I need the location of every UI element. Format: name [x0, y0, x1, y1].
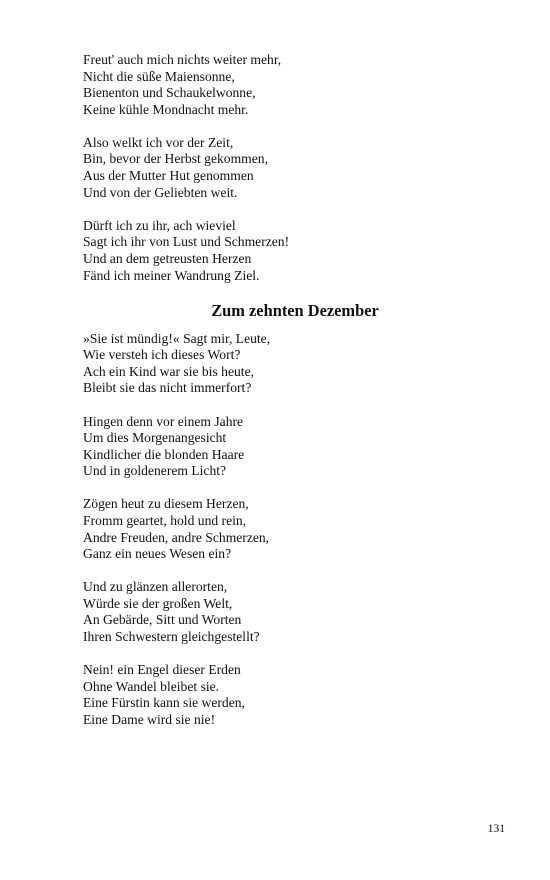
verse-line: Nicht die süße Maiensonne, — [83, 68, 235, 84]
poem-zum-zehnten-dezember — [83, 301, 503, 729]
verse-line: Dürft ich zu ihr, ach wieviel — [83, 217, 236, 233]
verse-line: Und in goldenerem Licht? — [83, 463, 227, 479]
page-content — [83, 52, 503, 745]
verse-line: Wie versteh ich dieses Wort? — [83, 347, 241, 363]
verse-line: Und zu glänzen allerorten, — [83, 579, 228, 595]
stanza — [83, 414, 503, 480]
verse-line: Nein! ein Engel dieser Erden — [83, 662, 241, 678]
stanza — [83, 662, 503, 728]
page-number: 131 — [487, 823, 505, 835]
stanza — [83, 135, 503, 201]
verse-line: Und von der Geliebten weit. — [83, 184, 238, 200]
verse-line: Fänd ich meiner Wandrung Ziel. — [83, 267, 260, 283]
verse-line: Ohne Wandel bleibet sie. — [83, 678, 220, 694]
verse-line: Würde sie der großen Welt, — [83, 595, 233, 611]
poem-title: Zum zehnten Dezember — [211, 300, 379, 320]
verse-line: Eine Dame wird sie nie! — [83, 711, 216, 727]
verse-line: Andre Freuden, andre Schmerzen, — [83, 529, 270, 545]
verse-line: Sagt ich ihr von Lust und Schmerzen! — [83, 234, 290, 250]
verse-line: Zögen heut zu diesem Herzen, — [83, 496, 249, 512]
verse-line: Freut' auch mich nichts weiter mehr, — [83, 52, 282, 67]
verse-line: Ach ein Kind war sie bis heute, — [83, 363, 255, 379]
verse-line: Um dies Morgenangesicht — [83, 430, 227, 446]
verse-line: Und an dem getreusten Herzen — [83, 250, 252, 266]
verse-line: Bin, bevor der Herbst gekommen, — [83, 151, 268, 167]
verse-line: Kindlicher die blonden Haare — [83, 446, 245, 462]
verse-line: Fromm geartet, hold und rein, — [83, 512, 247, 528]
verse-line: Hingen denn vor einem Jahre — [83, 413, 244, 429]
stanza — [83, 331, 503, 397]
verse-line: »Sie ist mündig!« Sagt mir, Leute, — [83, 330, 271, 346]
verse-line: Bienenton und Schaukelwonne, — [83, 85, 256, 101]
verse-line: Ihren Schwestern gleichgestellt? — [83, 629, 260, 645]
poem-continuation — [83, 52, 503, 284]
verse-line: Keine kühle Mondnacht mehr. — [83, 101, 249, 117]
verse-line: Eine Fürstin kann sie werden, — [83, 695, 245, 711]
stanza — [83, 496, 503, 562]
stanza — [83, 218, 503, 284]
stanza — [83, 579, 503, 645]
verse-line: An Gebärde, Sitt und Worten — [83, 612, 242, 628]
verse-line: Bleibt sie das nicht immerfort? — [83, 380, 252, 396]
verse-line: Aus der Mutter Hut genommen — [83, 168, 254, 184]
stanza — [83, 52, 503, 118]
verse-line: Also welkt ich vor der Zeit, — [83, 134, 234, 150]
verse-line: Ganz ein neues Wesen ein? — [83, 546, 232, 562]
